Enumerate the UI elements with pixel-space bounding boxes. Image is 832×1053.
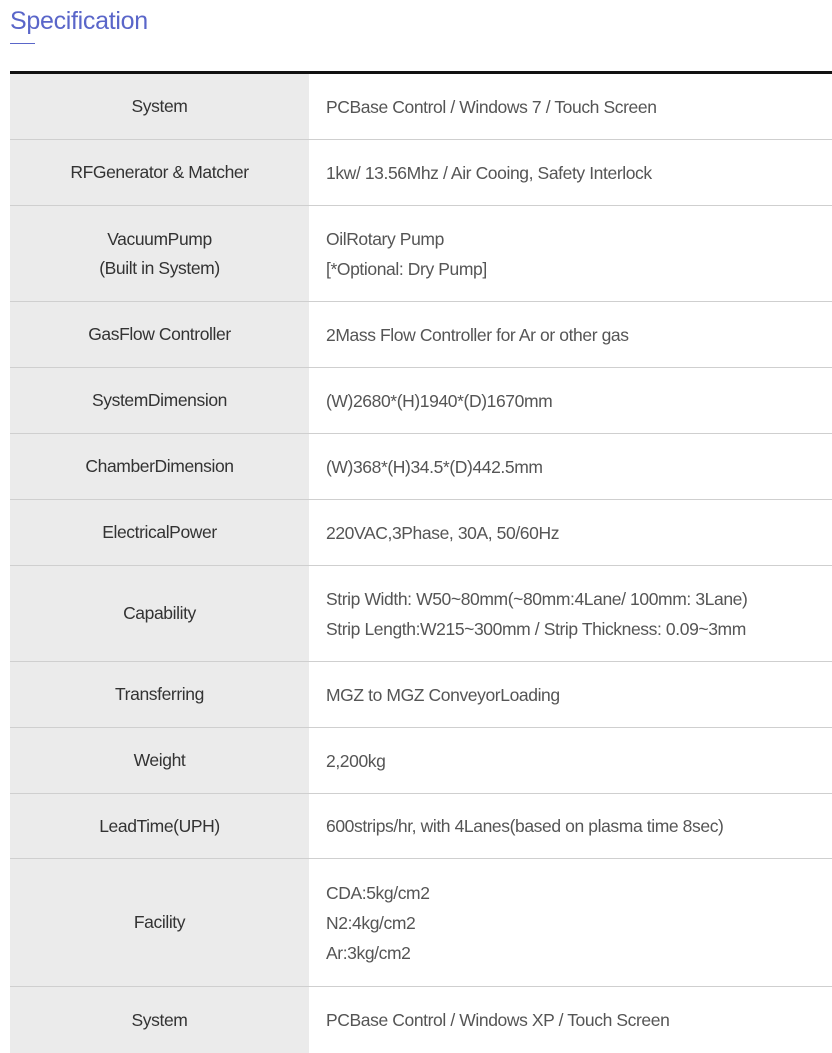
row-value [309,74,832,139]
row-label-text: System [131,1009,188,1030]
row-value-text: PCBase Control / Windows XP / Touch Screen [326,1010,670,1030]
row-label-text: LeadTime(UPH) [99,815,220,836]
row-value [309,368,832,433]
row-value [309,728,832,793]
table-row [10,794,832,859]
row-value-text: 1kw/ 13.56Mhz / Air Cooing, Safety Interlock [326,162,652,183]
row-value-text: 2,200kg [326,750,386,771]
row-value-text: (W)2680*(H)1940*(D)1670mm [326,390,553,411]
row-value [309,140,832,205]
table-row [10,662,832,728]
row-value-text: 2Mass Flow Controller for Ar or other gas [326,324,629,345]
table-row [10,566,832,662]
table-row [10,74,832,140]
row-value-text: N2:4kg/cm2 [326,912,416,933]
row-label [10,728,309,793]
row-value [309,662,832,727]
row-label-text: ChamberDimension [85,456,234,476]
row-value-text: Ar:3kg/cm2 [326,942,411,963]
table-row [10,206,832,302]
row-value-text: PCBase Control / Windows 7 / Touch Screen [326,96,657,117]
row-value-text: Strip Length:W215~300mm / Strip Thickness: 0.09~3mm [326,618,746,639]
table-row [10,728,832,794]
table-row [10,368,832,434]
row-value [309,302,832,367]
row-value-text: [*Optional: Dry Pump] [326,258,487,279]
row-value [309,500,832,565]
row-label [10,987,309,1053]
row-value-text: MGZ to MGZ ConveyorLoading [326,684,560,705]
row-label-text: Facility [133,912,186,932]
row-label-text: RFGenerator & Matcher [70,162,249,182]
row-value [309,206,832,301]
row-label [10,434,309,499]
row-value-text: 220VAC,3Phase, 30A, 50/60Hz [326,522,560,543]
row-label-text: ElectricalPower [102,522,217,542]
row-label-text: Weight [133,750,186,770]
row-value-text: Strip Width: W50~80mm(~80mm:4Lane/ 100mm: 3Lane) [326,588,748,609]
row-label [10,302,309,367]
row-label [10,140,309,205]
row-label-text: Transferring [115,684,204,704]
row-label [10,794,309,858]
row-label [10,206,309,301]
table-row [10,302,832,368]
row-label-text: VacuumPump [107,228,212,249]
row-value-text: CDA:5kg/cm2 [326,882,430,903]
row-label-text: (Built in System) [99,257,220,278]
row-label [10,859,309,986]
table-row [10,859,832,987]
row-label [10,566,309,661]
row-label-text: SystemDimension [91,390,228,410]
row-value-text: 600strips/hr, with 4Lanes(based on plasma time 8sec) [326,816,724,836]
table-row [10,140,832,206]
row-value [309,987,832,1053]
spec-table [10,71,832,1053]
table-row [10,987,832,1053]
row-label-text: GasFlow Controller [88,324,231,344]
row-value-text: OilRotary Pump [326,228,444,249]
row-value [309,859,832,986]
table-row [10,434,832,500]
row-label [10,368,309,433]
row-value [309,566,832,661]
row-label-text: System [131,96,188,116]
row-value-text: (W)368*(H)34.5*(D)442.5mm [326,456,543,477]
page-title: Specification [10,7,148,35]
row-label [10,662,309,727]
row-value [309,794,832,858]
table-row [10,500,832,566]
title-underline [10,43,35,44]
row-label [10,74,309,139]
row-label [10,500,309,565]
row-value [309,434,832,499]
row-label-text: Capability [123,603,196,623]
